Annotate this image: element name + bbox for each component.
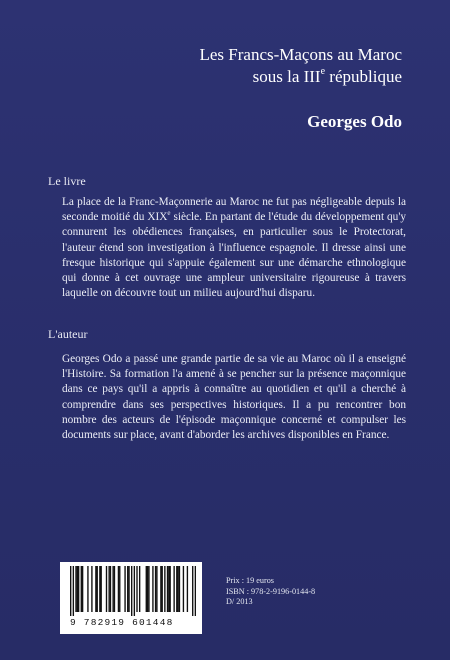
- barcode-bar: [187, 566, 188, 612]
- barcode-bar: [82, 566, 83, 612]
- barcode-bar: [112, 566, 113, 612]
- barcode-bars: [70, 566, 196, 616]
- paragraph-livre-post: siècle. En partant de l'étude du développement qu'y connurent les obédiences françaises, en particulier sous le Protectorat, l'auteur étend son investigation à l'influence espagnole. Il dresse ainsi une fresque historique qui s'appuie également sur une démarche ethnologique qui donne à cet ouvrage une ampleur universitaire rigoureuse à travers laquelle on découvre tout un milieu aujourd'hui disparu.: [62, 211, 406, 300]
- paragraph-livre-pre: La place de la Franc-Maçonnerie au Maroc ne fut pas négligeable depuis la seconde moitié du XIX: [62, 196, 406, 224]
- author-name: Georges Odo: [307, 112, 402, 131]
- barcode-bar: [77, 566, 78, 612]
- barcode-bar: [119, 566, 120, 612]
- barcode-bar: [179, 566, 180, 612]
- book-title: [72, 44, 402, 88]
- barcode-bar: [148, 566, 149, 612]
- barcode-bar: [124, 566, 125, 612]
- paragraph-livre: [62, 195, 406, 301]
- isbn: ISBN : 978-2-9196-0144-8: [226, 586, 316, 596]
- barcode-bar: [183, 566, 184, 612]
- paragraph-auteur: Georges Odo a passé une grande partie de sa vie au Maroc où il a enseigné l'Histoire. Sa formation l'a amené à se pencher sur la présence maçonnique dans ce pays qu'il a appris à connaître au quotidien et qu'il a cherché à comprendre dans ses perspectives historiques. Il a pu rencontrer bon nombre des acteurs de l'épisode maçonnique concerné et compulser les documents sur place, avant d'aborder les archives disponibles en France.: [62, 353, 406, 442]
- barcode-bar: [73, 566, 74, 616]
- barcode-bar: [173, 566, 174, 612]
- section-heading-auteur: L'auteur: [48, 327, 88, 341]
- barcode-bar: [192, 566, 193, 616]
- barcode-bar: [128, 566, 129, 612]
- barcode-bar: [134, 566, 135, 616]
- barcode-bar: [195, 566, 196, 616]
- barcode-bar: [152, 566, 153, 612]
- barcode-bar: [147, 566, 148, 612]
- barcode-bar: [97, 566, 98, 612]
- barcode-bar: [162, 566, 163, 612]
- barcode-bar: [118, 566, 119, 612]
- barcode-bar: [110, 566, 111, 612]
- title-line-2-pre: sous la III: [252, 67, 321, 86]
- barcode-bar: [81, 566, 82, 612]
- barcode-bar: [87, 566, 88, 612]
- title-line-1: Les Francs-Maçons au Maroc: [199, 45, 402, 64]
- barcode-bar: [91, 566, 92, 612]
- price: Prix : 19 euros: [226, 576, 274, 585]
- barcode-bar: [168, 566, 169, 612]
- barcode-bar: [139, 566, 140, 612]
- barcode-bar: [127, 566, 128, 612]
- barcode-bar: [78, 566, 79, 612]
- barcode-bar: [101, 566, 102, 612]
- barcode-bar: [70, 566, 71, 616]
- barcode-bar: [169, 566, 170, 612]
- barcode-bar: [177, 566, 178, 612]
- century-superscript: e: [167, 209, 171, 218]
- publication-info: [226, 576, 315, 608]
- barcode-digits: 9 782919 601448: [70, 617, 174, 628]
- barcode-bar: [108, 566, 109, 612]
- barcode: [60, 562, 202, 634]
- barcode-bar: [167, 566, 168, 612]
- barcode-bar: [95, 566, 96, 612]
- title-line-2: [72, 66, 402, 88]
- barcode-bar: [176, 566, 177, 612]
- barcode-bar: [160, 566, 161, 612]
- barcode-bar: [75, 566, 76, 612]
- title-superscript: e: [320, 66, 326, 78]
- barcode-bar: [164, 566, 165, 612]
- barcode-bar: [106, 566, 107, 612]
- barcode-bar: [131, 566, 132, 616]
- barcode-bar: [114, 566, 115, 612]
- barcode-bar: [146, 566, 147, 612]
- legal-deposit: D/ 2013: [226, 597, 253, 607]
- barcode-bar: [136, 566, 137, 612]
- barcode-bar: [155, 566, 156, 612]
- barcode-bar: [156, 566, 157, 612]
- title-line-2-post: république: [325, 67, 402, 86]
- barcode-bar: [99, 566, 100, 612]
- section-heading-livre: Le livre: [48, 174, 86, 188]
